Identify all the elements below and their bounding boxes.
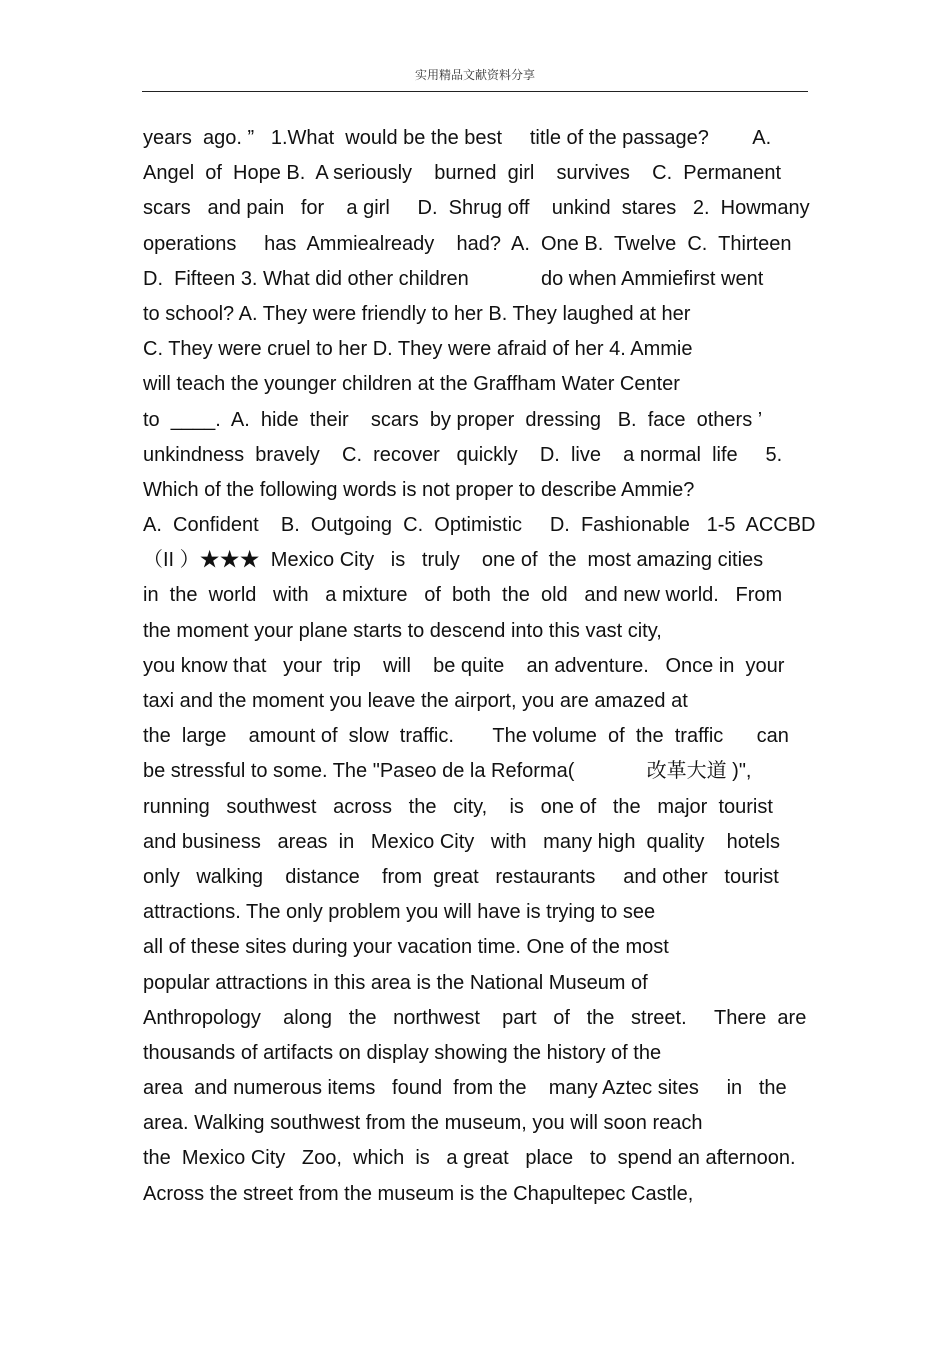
text-line: popular attractions in this area is the National Museum of	[143, 971, 648, 994]
text-line: Anthropology along the northwest part of the street. There are	[143, 1006, 807, 1029]
text-line: D. Fifteen 3. What did other children do when Ammiefirst went	[143, 267, 764, 290]
text-line: （II ）★★★ Mexico City is truly one of the most amazing cities	[143, 549, 764, 572]
text-line: scars and pain for a girl D. Shrug off unkind stares 2. Howmany	[143, 197, 810, 220]
text-line: the large amount of slow traffic. The volume of the traffic can	[143, 725, 789, 748]
text-line: taxi and the moment you leave the airport, you are amazed at	[143, 690, 688, 712]
text-line: Across the street from the museum is the Chapultepec Castle,	[143, 1182, 694, 1205]
text-line: the Mexico City Zoo, which is a great place to spend an afternoon.	[143, 1147, 796, 1170]
text-line: only walking distance from great restaurants and other tourist	[143, 865, 779, 888]
text-line: all of these sites during your vacation time. One of the most	[143, 936, 669, 959]
text-line: and business areas in Mexico City with many high quality hotels	[143, 830, 780, 853]
text-line: Angel of Hope B. A seriously burned girl survives C. Permanent	[143, 162, 782, 185]
text-line: you know that your trip will be quite an adventure. Once in your	[143, 654, 785, 677]
text-line: will teach the younger children at the Graffham Water Center	[143, 373, 680, 396]
text-line: area and numerous items found from the many Aztec sites in the	[143, 1077, 787, 1100]
text-line: be stressful to some. The "Paseo de la Reforma( 改革大道 )",	[143, 760, 752, 783]
text-line: in the world with a mixture of both the old and new world. From	[143, 584, 783, 607]
text-line: unkindness bravely C. recover quickly D. live a normal life 5.	[143, 443, 783, 466]
text-line: thousands of artifacts on display showing the history of the	[143, 1041, 662, 1064]
text-line: Which of the following words is not proper to describe Ammie?	[143, 478, 695, 501]
body-text	[143, 121, 833, 1212]
text-line: operations has Ammiealready had? A. One B. Twelve C. Thirteen	[143, 232, 792, 255]
page-header-title: 实用精品文献资料分享	[414, 68, 535, 82]
text-line: C. They were cruel to her D. They were afraid of her 4. Ammie	[143, 338, 693, 361]
text-line: to school? A. They were friendly to her B. They laughed at her	[143, 302, 691, 325]
header-divider	[142, 91, 808, 92]
text-line: to ____. A. hide their scars by proper dressing B. face others ’	[143, 408, 763, 431]
text-line: the moment your plane starts to descend into this vast city,	[143, 619, 662, 642]
text-line: attractions. The only problem you will have is trying to see	[143, 901, 656, 924]
text-line: running southwest across the city, is one of the major tourist	[143, 795, 773, 818]
text-line: years ago. ” 1.What would be the best title of the passage? A.	[143, 127, 772, 149]
text-line: A. Confident B. Outgoing C. Optimistic D. Fashionable 1-5 ACCBD	[143, 514, 816, 537]
text-line: area. Walking southwest from the museum, you will soon reach	[143, 1112, 703, 1135]
